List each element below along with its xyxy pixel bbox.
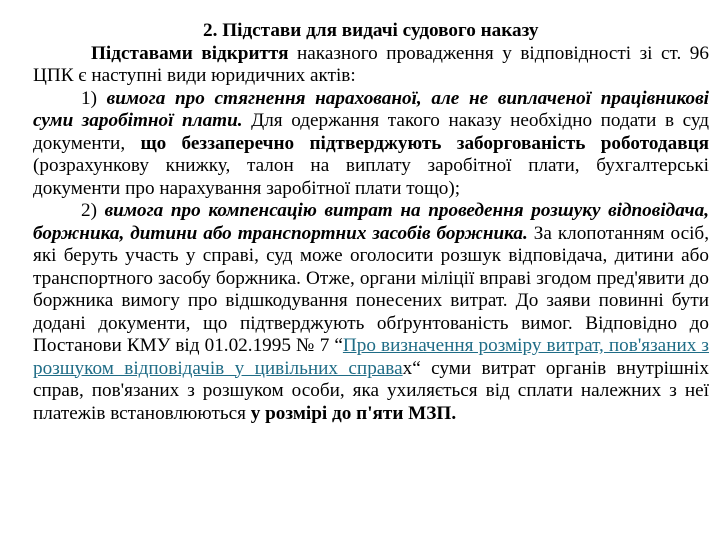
item-1-text-a: Для одержання такого наказу необхідно подати в суд документи, [33, 110, 709, 154]
regulation-link[interactable]: Про визначення розміру витрат, пов'язаних з розшуком відповідачів у цивільних справа [33, 335, 709, 379]
intro-bold-start: Підставами відкриття [91, 42, 289, 64]
section-heading: 2. Підстави для видачі судового наказу [203, 20, 539, 41]
item-1-paragraph [33, 88, 709, 201]
item-2-text-a: За клопотанням осіб, які беруть участь у справі, суд може оголосити розшук відповідача, дитини або транспортного засобу боржника. Отже, органи міліції вправі згодом пред'явити до боржника вимогу про відшкодування понесених витрат. До заяви повинні бути додані документи, що підтверджують обґрунтованість вимог. Відповідно до Постанови КМУ від 01.02.1995 № 7 “ [33, 222, 709, 356]
item-2-title: вимога про компенсацію витрат на проведення розшуку відповідача, боржника, дитини або транспортних засобів боржника. [33, 200, 709, 244]
item-1-text-b: (розрахункову книжку, талон на виплату заробітної плати, бухгалтерські документи про нарахування заробітної плати тощо); [33, 155, 709, 199]
document-body [33, 20, 709, 425]
item-1-title: вимога про стягнення нарахованої, але не виплаченої працівникові суми заробітної плати. [33, 87, 709, 131]
item-2-paragraph [33, 200, 709, 425]
item-2-number: 2) [81, 200, 97, 221]
item-1-bold-phrase: що беззаперечно підтверджують заборгованість роботодавця [140, 132, 710, 154]
intro-text: наказного провадження у відповідності зі ст. 96 ЦПК є наступні види юридичних актів: [33, 42, 709, 86]
item-2-text-b: х“ суми витрат органів внутрішніх справ, пов'язаних з розшуком особи, яка ухиляється від сплати належних з неї платежів встановлюються [33, 357, 709, 424]
item-1-number: 1) [81, 87, 97, 109]
item-2-bold-end: у розмірі до п'яти МЗП. [250, 402, 457, 424]
intro-paragraph [33, 43, 709, 88]
